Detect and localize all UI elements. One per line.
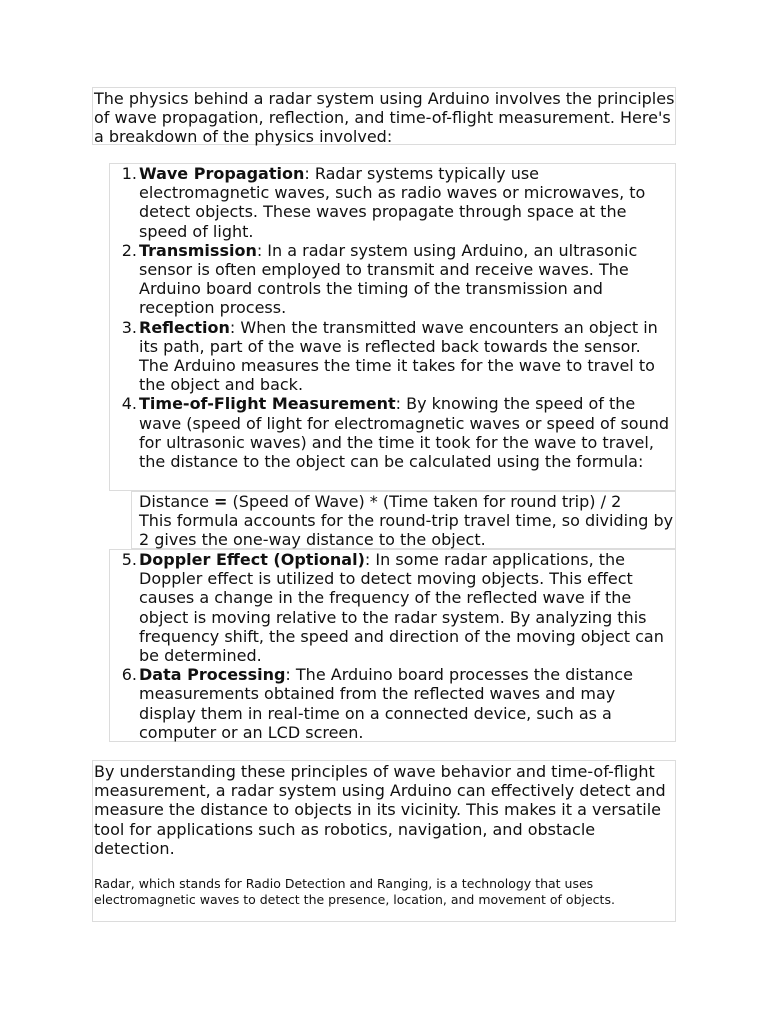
- item-title: Doppler Effect (Optional): [139, 550, 365, 569]
- item-number: 1.: [121, 164, 137, 183]
- item-text: : In a radar system using Arduino, an ultrasonic sensor is often employed to transmit and receive waves. The Arduino board controls the timing of the transmission and reception process.: [139, 240, 638, 318]
- intro-text: The physics behind a radar system using Arduino involves the principles of wave propagation, reflection, and time-of-flight measurement. Here's a breakdown of the physics involved:: [94, 89, 675, 147]
- conclusion-box: [92, 760, 676, 922]
- item-number: 4.: [121, 394, 137, 414]
- item-text: : By knowing the speed of the wave (speed of light for electromagnetic waves or speed of sound for ultrasonic waves) and the time it took for the wave to travel, the distance to the object can be calculated using the formula:: [139, 394, 670, 472]
- formula-block: [139, 492, 674, 550]
- conclusion-paragraph: By understanding these principles of wave behavior and time-of-flight measurement, a radar system using Arduino can effectively detect and measure the distance to objects in its vicinity. This makes it a versatile tool for applications such as robotics, navigation, and obstacle detection.: [94, 762, 666, 858]
- formula-rhs: (Speed of Wave) * (Time taken for round trip) / 2: [227, 492, 622, 511]
- item-number: 6.: [121, 665, 137, 685]
- item-text: : The Arduino board processes the distance measurements obtained from the reflected waves and may display them in real-time on a connected device, such as a computer or an LCD screen.: [139, 665, 633, 742]
- item-number: 5.: [121, 550, 137, 569]
- item-number: 2.: [121, 240, 137, 260]
- steps-list-lower: [121, 550, 675, 742]
- item-title: Wave Propagation: [139, 164, 305, 183]
- item-title: Transmission: [139, 240, 257, 260]
- item-title: Data Processing: [139, 665, 286, 685]
- item-text: : In some radar applications, the Doppler effect is utilized to detect moving objects. This effect causes a change in the frequency of the reflected wave if the object is moving relative to the radar system. By analyzing this frequency shift, the speed and direction of the moving object can be determined.: [139, 550, 664, 666]
- item-title: Reflection: [139, 317, 230, 337]
- list-item: [121, 665, 675, 742]
- formula-explanation: This formula accounts for the round-trip travel time, so dividing by 2 gives the one-way distance to the object.: [139, 511, 674, 550]
- item-text: : When the transmitted wave encounters an object in its path, part of the wave is reflected back towards the sensor. The Arduino measures the time it takes for the wave to travel to the object and back.: [139, 317, 658, 395]
- formula-lhs: Distance: [139, 492, 215, 511]
- list-item: [121, 550, 675, 666]
- list-item: [121, 164, 673, 241]
- formula-equals: =: [214, 492, 228, 511]
- steps-list-upper: [121, 164, 673, 472]
- intro-paragraph: [92, 87, 676, 145]
- formula-line: [139, 492, 674, 511]
- item-title: Time-of-Flight Measurement: [139, 394, 396, 414]
- note-paragraph: Radar, which stands for Radio Detection and Ranging, is a technology that uses electromagnetic waves to detect the presence, location, and movement of objects.: [94, 876, 615, 907]
- list-item: [121, 240, 673, 318]
- item-number: 3.: [121, 317, 137, 337]
- item-text: : Radar systems typically use electromagnetic waves, such as radio waves or microwaves, to detect objects. These waves propagate through space at the speed of light.: [139, 164, 646, 241]
- list-item: [121, 394, 673, 472]
- list-item: [121, 317, 673, 395]
